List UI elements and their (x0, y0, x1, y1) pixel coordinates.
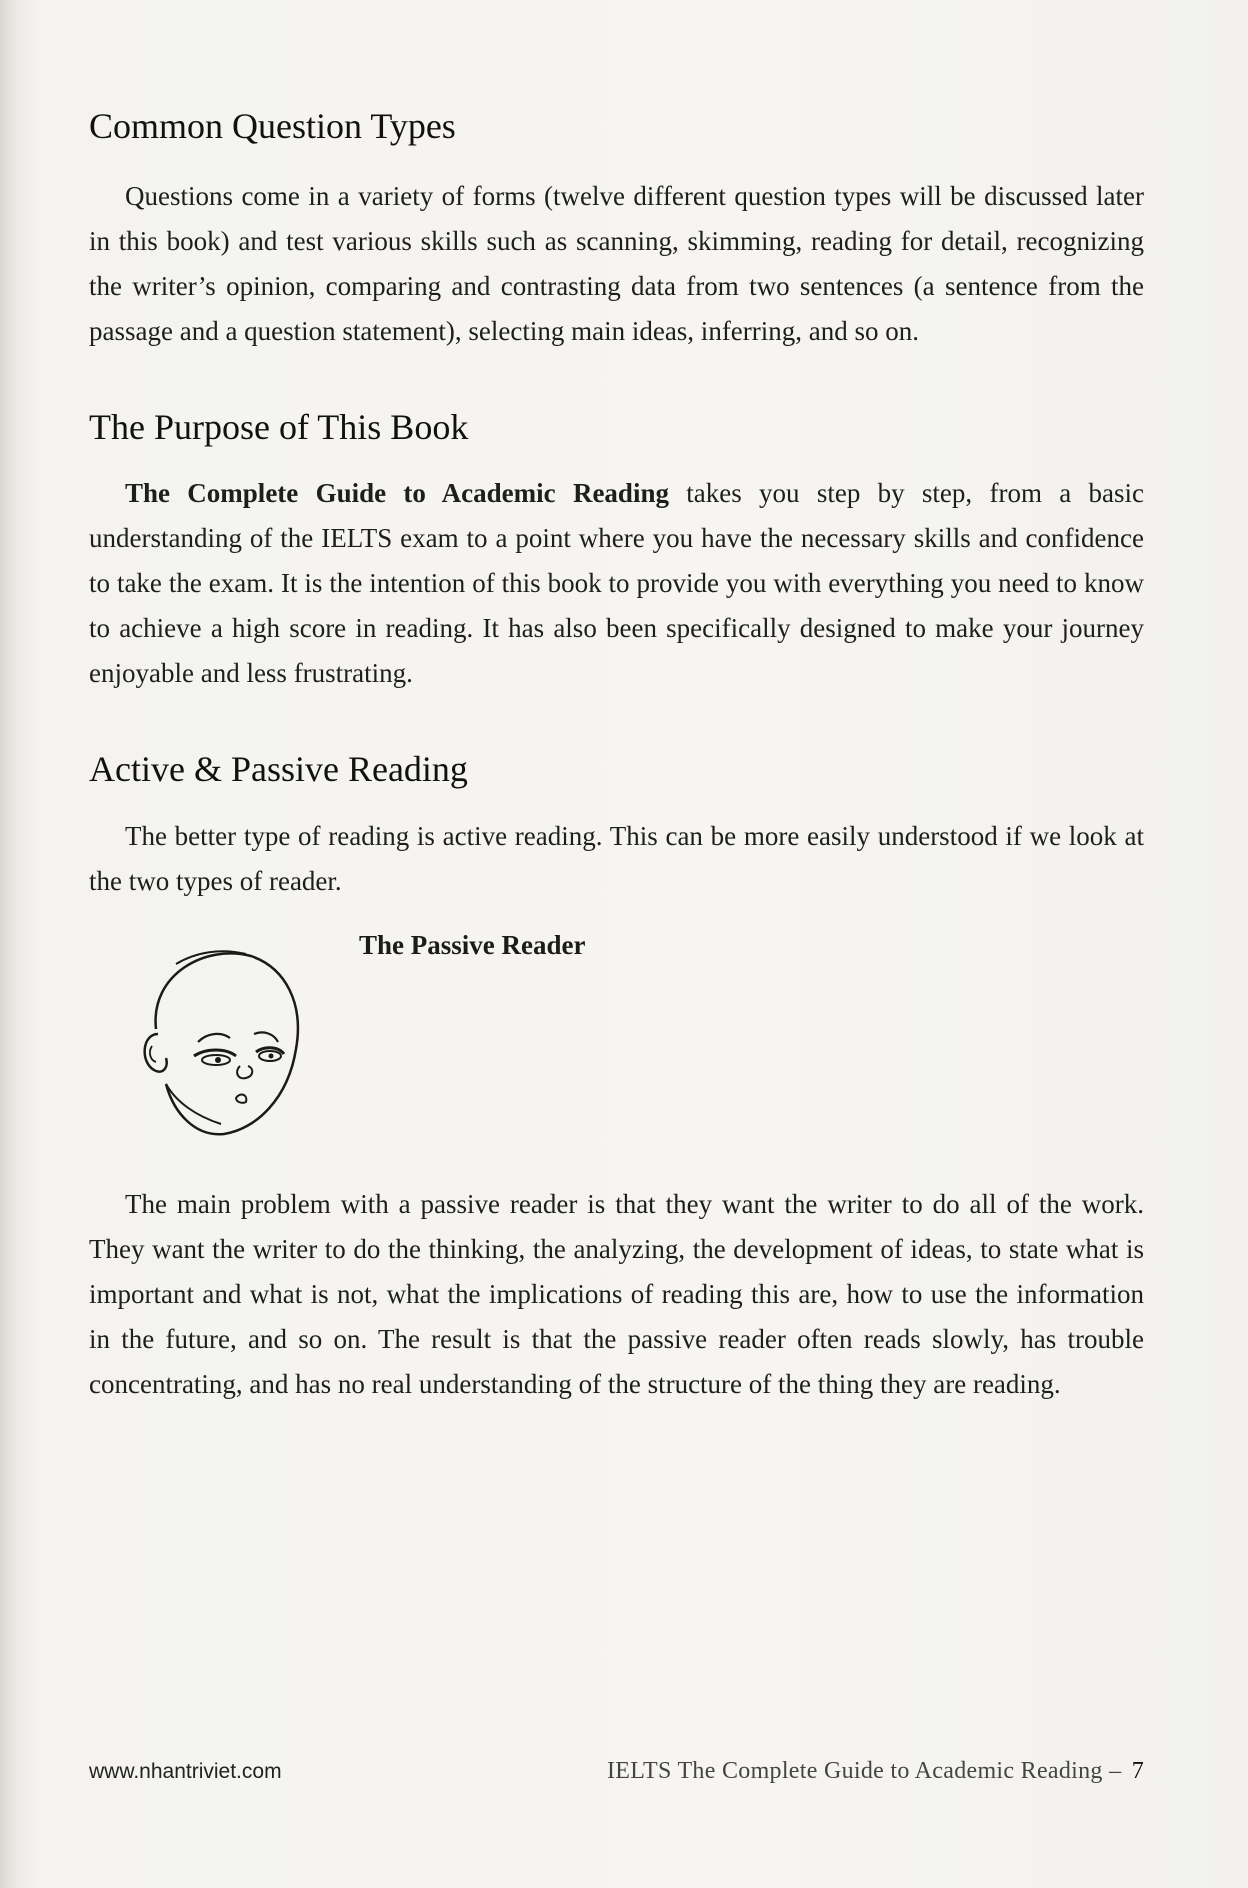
page-number: 7 (1131, 1758, 1144, 1784)
section-title-common-question-types: Common Question Types (89, 106, 456, 146)
passive-reader-illustration-block (89, 930, 1144, 1160)
section-title-purpose: The Purpose of This Book (89, 407, 469, 448)
footer-book-name: IELTS The Complete Guide to Academic Reading (606, 1758, 1103, 1784)
paragraph-active-passive-intro: The better type of reading is active reading. This can be more easily understood if we look at the two types of reader. (89, 820, 1144, 896)
footer-website: www.nhantriviet.com (89, 1760, 282, 1783)
page-edge-shadow (4, 1200, 18, 1780)
passive-reader-label: The Passive Reader (359, 929, 586, 960)
page-content (89, 105, 1144, 1407)
paragraph-passive-reader: The main problem with a passive reader is that they want the writer to do all of the work. They want the writer to do the thinking, the analyzing, the development of ideas, to state what is important and what is not, what the implications of reading this are, how to use the information in the future, and so on. The result is that the passive reader often reads slowly, has trouble concentrating, and has no real understanding of the structure of the thing they are reading. (89, 1188, 1144, 1399)
sleepy-face-icon (136, 934, 306, 1144)
paragraph-purpose (89, 471, 1144, 696)
paragraph-purpose-rest: takes you step by step, from a basic understanding of the IELTS exam to a point where you have the necessary skills and confidence to take the exam. It is the intention of this book to provide you with everything you need to know to achieve a high score in reading. It has also been specifically designed to make your journey enjoyable and less frustrating. (89, 478, 1144, 689)
book-title-text: The Complete Guide to Academic Reading (125, 478, 669, 509)
section-title-active-passive: Active & Passive Reading (89, 749, 468, 790)
footer-separator: – (1109, 1758, 1122, 1784)
footer-book-info (607, 1758, 1144, 1785)
paragraph-common-question-types: Questions come in a variety of forms (twelve different question types will be discussed later in this book) and test various skills such as scanning, skimming, reading for detail, recognizing the writer’s opinion, comparing and contrasting data from two sentences (a sentence from the passage and a question statement), selecting main ideas, inferring, and so on. (89, 181, 1144, 347)
